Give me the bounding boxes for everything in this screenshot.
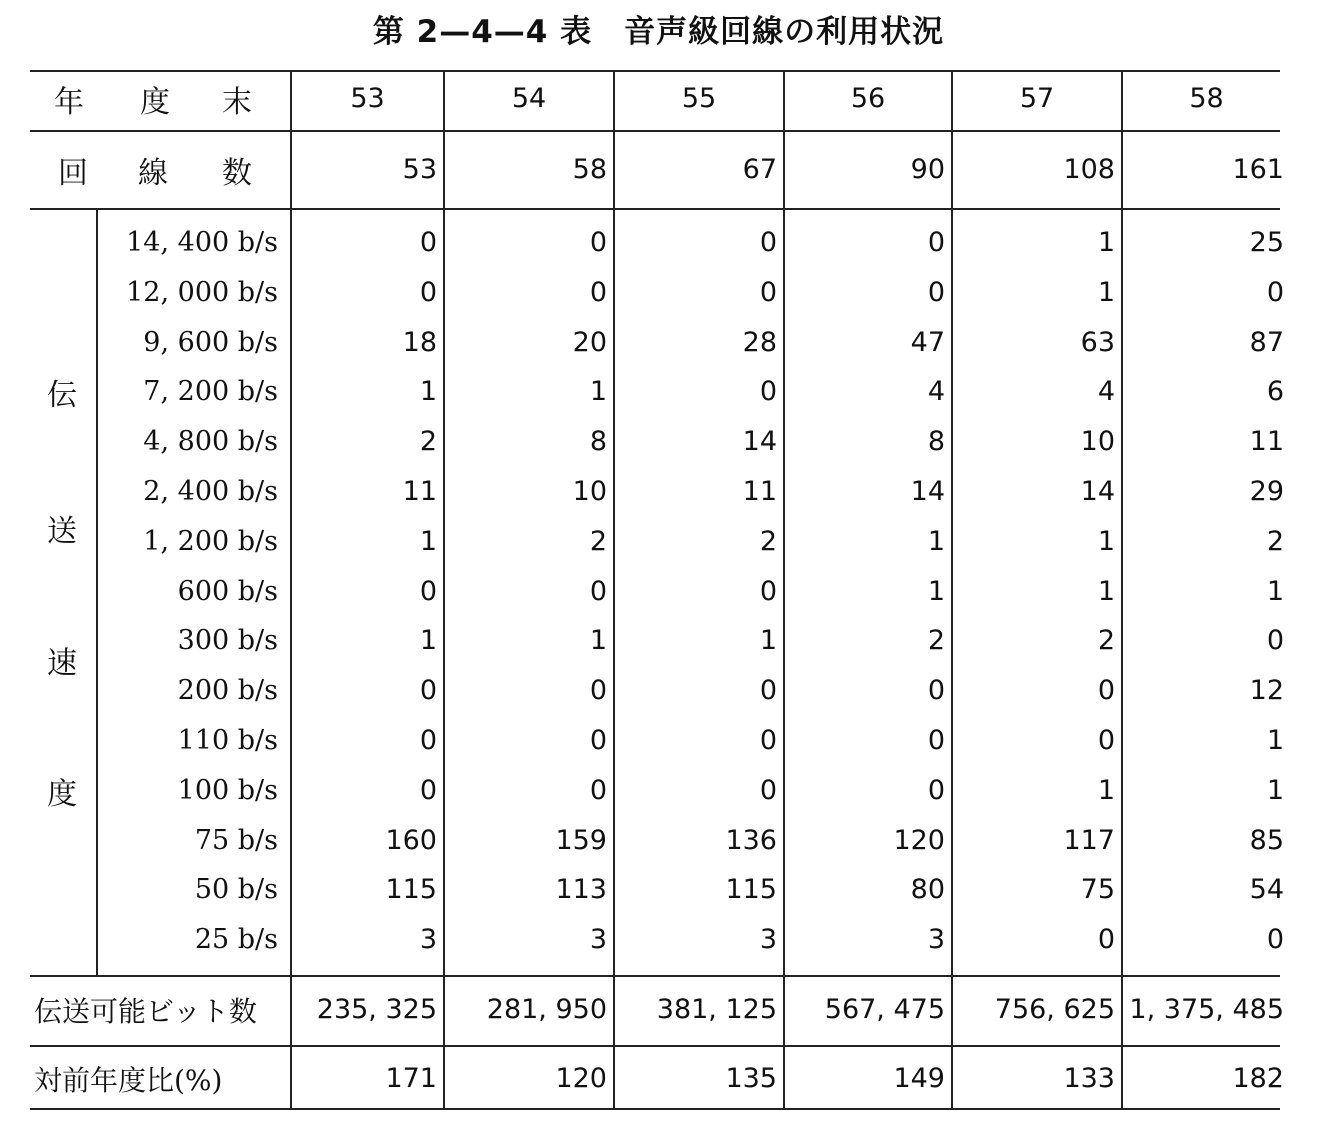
year-header-57: 57 (1019, 83, 1055, 114)
lines-cell: 53 (402, 154, 437, 185)
speed-cell: 0 (419, 774, 437, 806)
speed-group-char-4: 度 (47, 777, 77, 812)
speed-cell: 3 (419, 924, 437, 956)
speed-cell: 28 (742, 326, 777, 358)
speed-cell: 113 (555, 874, 607, 906)
speed-cell: 0 (759, 774, 777, 806)
speed-label: 200 b/s (177, 675, 278, 707)
speed-cell: 3 (589, 924, 607, 956)
speed-label: 2, 400 b/s (143, 476, 278, 507)
speed-cell: 1 (589, 625, 607, 657)
speed-cell: 0 (589, 575, 607, 607)
lines-label-char-3: 数 (222, 156, 252, 191)
ratio-cell: 149 (893, 1063, 945, 1094)
speed-group-char-3: 速 (47, 646, 77, 681)
speed-cell: 2 (419, 426, 437, 458)
capacity-cell: 235, 325 (316, 994, 437, 1025)
capacity-rule (30, 1045, 1280, 1047)
lines-cell: 67 (742, 154, 777, 185)
speed-label: 7, 200 b/s (143, 376, 278, 408)
speed-cell: 1 (1266, 575, 1284, 607)
speed-group-char-2: 送 (47, 514, 77, 549)
speed-cell: 0 (1097, 725, 1115, 756)
year-header-58: 58 (1189, 83, 1224, 114)
speed-cell: 0 (927, 276, 945, 308)
speed-cell: 2 (1266, 525, 1284, 557)
ratio-cell: 171 (385, 1063, 437, 1094)
speed-cell: 1 (1097, 575, 1115, 607)
speed-cell: 75 (1080, 874, 1115, 906)
speed-cell: 1 (1266, 725, 1284, 756)
speed-cell: 85 (1249, 824, 1284, 856)
speed-cell: 0 (589, 276, 607, 308)
capacity-cell: 1, 375, 485 (1129, 994, 1284, 1025)
ratio-cell: 120 (555, 1063, 607, 1094)
speed-cell: 3 (927, 924, 945, 956)
ratio-cell: 135 (725, 1063, 777, 1094)
speed-cell: 25 (1249, 227, 1284, 258)
speed-cell: 18 (402, 326, 437, 358)
speed-cell: 0 (589, 227, 607, 258)
speed-cell: 0 (1266, 625, 1284, 657)
lines-cell: 58 (572, 154, 607, 185)
speed-cell: 0 (589, 675, 607, 707)
speed-cell: 1 (419, 376, 437, 408)
speed-cell: 63 (1080, 326, 1115, 358)
speed-cell: 0 (759, 276, 777, 308)
speed-cell: 0 (759, 376, 777, 408)
speed-cell: 0 (759, 227, 777, 258)
speed-cell: 0 (589, 725, 607, 756)
speed-cell: 1 (419, 625, 437, 657)
speed-cell: 1 (759, 625, 777, 657)
speed-cell: 8 (927, 426, 945, 458)
speed-cell: 11 (402, 476, 437, 507)
speed-cell: 2 (589, 525, 607, 557)
speed-rule (30, 975, 1280, 977)
header-label-char-1: 年 (54, 85, 84, 120)
speed-cell: 160 (385, 824, 437, 856)
speed-cell: 14 (742, 426, 777, 458)
speed-label: 25 b/s (194, 924, 278, 956)
speed-cell: 47 (910, 326, 945, 358)
speed-cell: 1 (927, 525, 945, 557)
speed-cell: 1 (419, 525, 437, 557)
speed-cell: 4 (1097, 376, 1115, 408)
speed-label: 600 b/s (177, 575, 278, 607)
lines-rule (30, 208, 1280, 210)
speed-cell: 117 (1063, 824, 1115, 856)
speed-cell: 1 (1097, 227, 1115, 258)
year-header-53: 53 (350, 83, 385, 114)
speed-cell: 1 (927, 575, 945, 607)
speed-label: 4, 800 b/s (143, 426, 278, 458)
speed-cell: 0 (927, 725, 945, 756)
speed-cell: 10 (572, 476, 607, 507)
speed-cell: 8 (589, 426, 607, 458)
speed-label: 50 b/s (194, 874, 278, 906)
speed-cell: 0 (927, 774, 945, 806)
speed-cell: 0 (759, 725, 777, 756)
speed-label: 12, 000 b/s (126, 276, 278, 308)
speed-cell: 11 (1249, 426, 1284, 458)
lines-cell: 108 (1063, 154, 1115, 185)
speed-cell: 1 (1097, 525, 1115, 557)
capacity-cell: 567, 475 (824, 994, 945, 1025)
speed-cell: 1 (1266, 774, 1284, 806)
speed-cell: 115 (725, 874, 777, 906)
speed-cell: 10 (1080, 426, 1115, 458)
year-header-55: 55 (681, 83, 717, 114)
speed-cell: 0 (419, 675, 437, 707)
ratio-label: 対前年度比(%) (34, 1064, 223, 1097)
speed-cell: 0 (759, 575, 777, 607)
capacity-label: 伝送可能ビット数 (34, 995, 257, 1028)
speed-cell: 0 (419, 575, 437, 607)
speed-cell: 0 (1266, 924, 1284, 956)
speed-cell: 11 (742, 476, 777, 507)
speed-group-char-1: 伝 (47, 378, 77, 413)
speed-cell: 159 (555, 824, 607, 856)
header-label-char-3: 末 (222, 85, 252, 120)
bottom-rule (30, 1108, 1280, 1110)
speed-cell: 2 (1097, 625, 1115, 657)
capacity-cell: 756, 625 (994, 994, 1115, 1025)
speed-cell: 120 (893, 824, 945, 856)
ratio-cell: 182 (1232, 1063, 1284, 1094)
speed-label: 110 b/s (177, 725, 278, 756)
speed-cell: 14 (1080, 476, 1115, 507)
table-title: 第 2—4—4 表 音声級回線の利用状況 (372, 14, 945, 50)
speed-label: 300 b/s (177, 625, 278, 657)
speed-label: 9, 600 b/s (143, 326, 278, 358)
speed-cell: 2 (927, 625, 945, 657)
speed-cell: 4 (927, 376, 945, 408)
speed-cell: 54 (1249, 874, 1284, 906)
speed-cell: 0 (1266, 276, 1284, 308)
ratio-cell: 133 (1063, 1063, 1115, 1094)
capacity-cell: 381, 125 (656, 994, 777, 1025)
header-rule (30, 130, 1280, 132)
lines-label-char-2: 線 (138, 156, 168, 191)
speed-cell: 87 (1249, 326, 1284, 358)
speed-cell: 0 (419, 276, 437, 308)
speed-cell: 1 (1097, 276, 1115, 308)
speed-cell: 0 (927, 675, 945, 707)
speed-cell: 80 (910, 874, 945, 906)
speed-cell: 14 (910, 476, 945, 507)
speed-cell: 115 (385, 874, 437, 906)
speed-cell: 0 (1097, 924, 1115, 956)
speed-label: 14, 400 b/s (126, 227, 278, 258)
speed-label: 1, 200 b/s (143, 525, 278, 557)
speed-cell: 0 (419, 227, 437, 258)
year-header-54: 54 (511, 83, 547, 114)
speed-cell: 0 (759, 675, 777, 707)
speed-cell: 3 (759, 924, 777, 956)
speed-cell: 6 (1266, 376, 1284, 408)
year-header-56: 56 (850, 83, 886, 114)
speed-cell: 2 (759, 525, 777, 557)
speed-cell: 20 (572, 326, 607, 358)
top-rule (30, 70, 1280, 72)
lines-cell: 90 (910, 154, 945, 185)
lines-label-char-1: 回 (58, 156, 88, 191)
speed-cell: 1 (1097, 774, 1115, 806)
speed-label: 75 b/s (194, 824, 278, 856)
speed-cell: 12 (1249, 675, 1284, 707)
speed-label: 100 b/s (177, 774, 278, 806)
speed-cell: 0 (419, 725, 437, 756)
speed-cell: 0 (1097, 675, 1115, 707)
speed-cell: 29 (1249, 476, 1284, 507)
header-label-char-2: 度 (140, 85, 170, 120)
speed-cell: 136 (725, 824, 777, 856)
speed-group-rule (96, 210, 98, 975)
speed-cell: 0 (589, 774, 607, 806)
capacity-cell: 281, 950 (486, 994, 607, 1025)
speed-cell: 0 (927, 227, 945, 258)
lines-cell: 161 (1232, 154, 1284, 185)
speed-cell: 1 (589, 376, 607, 408)
